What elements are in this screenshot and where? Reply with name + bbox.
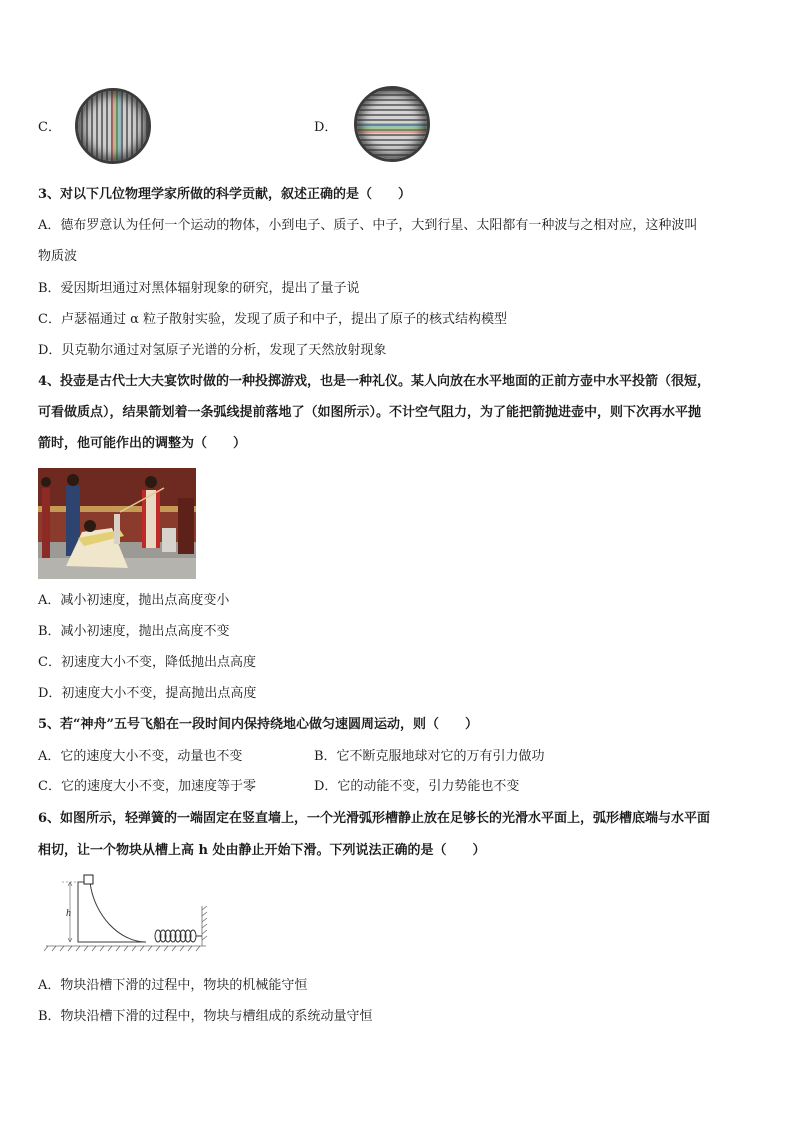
q3-option-b: B．爱因斯坦通过对黑体辐射现象的研究，提出了量子说 — [38, 281, 360, 296]
q5-stem: 5、若“神舟”五号飞船在一段时间内保持绕地心做匀速圆周运动，则（ ） — [38, 717, 479, 732]
q5-option-b: B．它不断克服地球对它的万有引力做功 — [314, 749, 545, 764]
q4-option-d: D．初速度大小不变，提高抛出点高度 — [38, 686, 257, 701]
option-d-label: D． — [314, 120, 338, 135]
q6-stem-line1: 6、如图所示，轻弹簧的一端固定在竖直墙上，一个光滑弧形槽静止放在足够长的光滑水平面上，弧形槽底端与水平面 — [38, 811, 711, 826]
q4-option-b: B．减小初速度，抛出点高度不变 — [38, 624, 230, 639]
q6-option-b: B．物块沿槽下滑的过程中，物块与槽组成的系统动量守恒 — [38, 1009, 373, 1024]
q3-option-a-line2: 物质波 — [38, 249, 78, 264]
spring-track-diagram — [44, 872, 212, 952]
diagram-height-label: h — [66, 908, 71, 919]
fringe-pattern-d-image — [354, 86, 430, 162]
fringe-pattern-c-image — [75, 88, 151, 164]
q4-stem-line3: 箭时，他可能作出的调整为（ ） — [38, 436, 247, 451]
q4-option-c: C．初速度大小不变，降低抛出点高度 — [38, 655, 256, 670]
q5-option-c: C．它的速度大小不变，加速度等于零 — [38, 779, 256, 794]
q6-stem-line2: 相切，让一个物块从槽上高 h 处由静止开始下滑。下列说法正确的是（ ） — [38, 843, 486, 858]
q5-option-d: D．它的动能不变，引力势能也不变 — [314, 779, 520, 794]
q3-option-a-line1: A．德布罗意认为任何一个运动的物体，小到电子、质子、中子，大到行星、太阳都有一种波与之相对应，这种波叫 — [38, 218, 698, 233]
q3-option-c: C．卢瑟福通过 α 粒子散射实验，发现了质子和中子，提出了原子的核式结构模型 — [38, 312, 507, 327]
q6-option-a: A．物块沿槽下滑的过程中，物块的机械能守恒 — [38, 978, 308, 993]
q4-option-a: A．减小初速度，抛出点高度变小 — [38, 593, 230, 608]
q4-stem-line1: 4、投壶是古代士大夫宴饮时做的一种投掷游戏，也是一种礼仪。某人向放在水平地面的正前方壶中水平投箭（很短， — [38, 374, 711, 389]
q3-option-d: D．贝克勒尔通过对氢原子光谱的分析，发现了天然放射现象 — [38, 343, 387, 358]
q4-stem-line2: 可看做质点），结果箭划着一条弧线提前落地了（如图所示）。不计空气阻力，为了能把箭抛进壶中，则下次再水平抛 — [38, 405, 702, 420]
touhu-game-photo — [38, 468, 196, 579]
q5-option-a: A．它的速度大小不变，动量也不变 — [38, 749, 243, 764]
option-c-label: C． — [38, 120, 61, 135]
q3-stem: 3、对以下几位物理学家所做的科学贡献，叙述正确的是（ ） — [38, 187, 412, 202]
